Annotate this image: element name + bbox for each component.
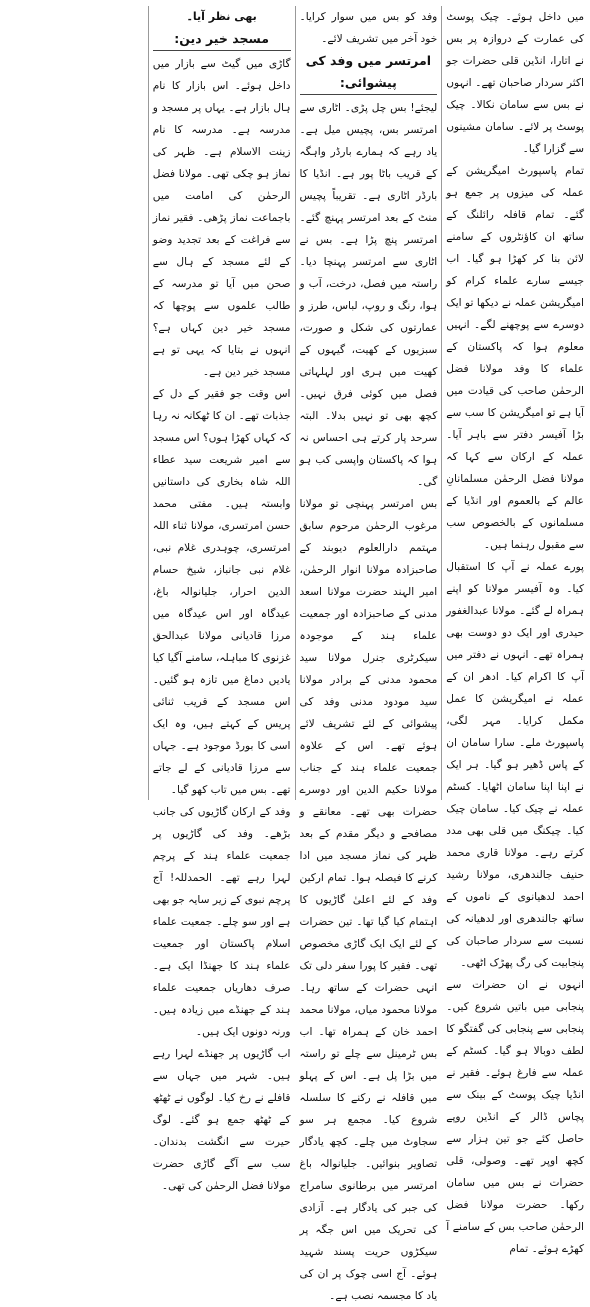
article-column-2 [299,6,443,1302]
article-column-1 [446,6,584,1255]
column-2-paragraph-1: وفد کو بس میں سوار کرایا۔ خود آخر میں تشریف لائے۔ [299,11,438,45]
column-1-paragraph-4: انہوں نے ان حضرات سے پنجابی میں باتیں شروع کیں۔ پنجابی سے پنجابی کی گفتگو کا لطف دوبالا ہو گیا۔ کسٹم کے عملہ سے فارغ ہوئے۔ فقیر نے انڈیا چیک پوسٹ کے بینک سے پچاس ڈالر کے انڈین روپے حاصل کئے جو تین ہزار سے کچھ اوپر تھے۔ وصولی، قلی حضرات نے بس میں سامان رکھا۔ حضرت مولانا فضل الرحمٰن صاحب بس کے سامنے آ کھڑے ہوئے۔ تمام [446,979,584,1255]
column-2-paragraph-2: لیجئے! بس چل پڑی۔ اٹاری سے امرتسر بس، پچیس میل ہے۔ یاد رہے کہ ہمارے بارڈر واہگہ کے قریب باٹا پور ہے۔ انڈیا کا بارڈر اٹاری ہے۔ تقریباً پچیس منٹ کے بعد امرتسر پہنچ گئے۔ امرتسر پنچ پڑا ہے۔ بس نے اٹاری سے امرتسر پہنچا دیا۔ راستہ میں فصل، درخت، آب و ہوا، رنگ و روپ، لباس، طرز و عمارتوں کی شکل و صورت، سبزیوں کے کھیت، گیہوں کے کھیت میں ہری اور لہلہاتی فصل میں کوئی فرق نہیں۔ کچھ بھی تو نہیں بدلا۔ البتہ سرحد پار کرتے ہی احساس نہ ہوا کہ پاکستان واپسی کب ہو گی۔ [299,102,438,488]
column-3-paragraph-1: گاڑی میں گیٹ سے بازار میں داخل ہوئے۔ اس بازار کا نام ہال بازار ہے۔ یہاں پر مسجد و مدرسہ ہے۔ مدرسہ کا نام زینت الاسلام ہے۔ ظہر کی نماز ہو چکی تھی۔ مولانا فضل الرحمٰن کی امامت میں باجماعت نماز پڑھی۔ فقیر نماز سے فراغت کے بعد تجدید وضو کے لئے مسجد کے ہال سے صحن میں آیا تو مدرسہ کے طالب علموں سے پوچھا کہ مسجد خیر دین کہاں ہے؟ انہوں نے بتایا کہ یہی تو ہے مسجد خیر دین ہے۔ [152,58,291,378]
article-column-3 [152,6,296,1192]
section-heading-amritsar: امرتسر میں وفد کی پیشوائی: [300,50,438,95]
column-2-paragraph-3: بس امرتسر پہنچی تو مولانا مرغوب الرحمٰن مرحوم سابق مہتمم دارالعلوم دیوبند کے صاحبزادہ مولانا انوار الرحمٰن، امیر الہند حضرت مولانا اسعد مدنی کے صاحبزادہ اور جمعیت علماء ہند کے موجودہ سیکرٹری جنرل مولانا سید محمود مدنی کے برادر مولانا سید مودود مدنی وفد کی پیشوائی کے لئے تشریف لائے ہوئے تھے۔ اس کے علاوہ جمعیت علماء ہند کے جناب مولانا حکیم الدین اور دوسرے حضرات بھی تھے۔ معانقے و مصافحے و دیگر مقدم کے بعد ظہر کی نماز مسجد میں ادا کرنے کا فیصلہ ہوا۔ تمام ارکین وفد کے لئے اعلیٰ گاڑیوں کا اہتمام کیا گیا تھا۔ تین حضرات کے لئے ایک ایک گاڑی مخصوص تھی۔ فقیر کا پورا سفر دلی تک انہی حضرات کے ساتھ رہا۔ مولانا محمود میاں، مولانا محمد احمد خان کے ہمراہ تھا۔ اب بس ٹرمینل سے چلے تو راستہ میں بڑا پل ہے۔ اس کے پہلو میں قافلہ نے رکنے کا سلسلہ شروع کیا۔ مجمع ہر سو سجاوٹ میں چلے۔ کچھ یادگار تصاویر بنوائیں۔ جلیانوالہ باغ امرتسر میں برطانوی سامراج کی جبر کی یادگار ہے۔ آزادی کی تحریک میں اس جگہ پر سیکڑوں حریت پسند شہید ہوئے۔ آج اسی چوک پر ان کی یاد کا مجسمہ نصب ہے۔ [299,498,438,1302]
column-1-paragraph-1: میں داخل ہوئے۔ چیک پوسٹ کی عمارت کے دروازہ پر بس نے اتارا، انڈین قلی حضرات جو اکثر سردار صاحبان تھے۔ انہوں نے بس سے سامان نکالا۔ چیک پوسٹ پر لائے۔ سامان مشینوں سے گزارا گیا۔ [446,11,584,155]
column-1-paragraph-3: پورے عملہ نے آپ کا استقبال کیا۔ وہ آفیسر مولانا کو اپنے ہمراہ لے گئے۔ مولانا عبدالغفور حیدری اور ایک دو دوست بھی ہمراہ تھے۔ انہوں نے دفتر میں آپ کا اکرام کیا۔ ادھر ان کے عملہ نے امیگریشن کا عمل مکمل کرایا۔ مہر لگی، پاسپورٹ ملے۔ سارا سامان ان کے پاس ڈھیر ہو گیا۔ ہر ایک نے اپنا اپنا سامان اٹھایا۔ کسٹم عملہ نے چیک کیا۔ سامان چیک کیا۔ چیکنگ میں قلی بھی مدد کرتے رہے۔ مولانا قاری محمد حنیف جالندھری، مولانا رشید احمد لدھیانوی کے ناموں کے ساتھ جالندھری اور لدھیانہ کی نسبت سے سردار صاحبان کی پنجابیت کی رگ پھڑک اٹھی۔ [446,561,584,969]
article-column-4 [6,6,149,800]
column-1-paragraph-2: تمام پاسپورٹ امیگریشن کے عملہ کی میزوں پر جمع ہو گئے۔ تمام قافلہ رائلنگ کے ساتھ ان کاؤنٹروں کے سامنے لائن بنا کر کھڑا ہو گیا۔ اب جیسے سارے علماء کرام کو امیگریشن عملہ نے دیکھا تو ایک دوسرے سے پوچھنے لگے۔ انہیں معلوم ہوا کہ پاکستان کے علماء کا وفد مولانا فضل الرحمٰن صاحب کی قیادت میں آیا ہے تو امیگریشن کا سب سے بڑا آفیسر دفتر سے باہر آیا۔ عملہ کے ارکان سے کہا کہ مولانا فضل الرحمٰن مسلمانانِ عالم کے بالعموم اور انڈیا کے مسلمانوں کے بالخصوص سب سے مقبول رہنما ہیں۔ [446,165,584,551]
column-3-paragraph-3: وفد کے ارکان گاڑیوں کی جانب بڑھے۔ وفد کی گاڑیوں پر جمعیت علماء ہند کے پرچم لہرا رہے تھے۔ الحمدللہ! آج پرچم نبوی کے زیر سایہ جو بھی ہے اور سو چلے۔ جمعیت علماء اسلام پاکستان اور جمعیت علماء ہند کا جھنڈا ایک ہے۔ صرف دھاریاں جمعیت علماء ہند کے جھنڈے میں زیادہ ہیں۔ ورنہ دونوں ایک ہیں۔ [152,806,291,1038]
column-3-paragraph-4: اب گاڑیوں پر جھنڈے لہرا رہے ہیں۔ شہر میں جہاں سے قافلے نے رخ کیا۔ لوگوں نے ٹھٹھ کے ٹھٹھ جمع ہو گئے۔ لوگ حیرت سے انگشت بدندان۔ سب سے آگے گاڑی حضرت مولانا فضل الرحمٰن کی تھی۔ [152,1048,291,1192]
column-3-lead-line: بھی نظر آیا۔ [186,10,257,23]
section-heading-masjid-khair-din: مسجد خیر دین: [153,28,291,51]
column-3-paragraph-2: اس وقت جو فقیر کے دل کے جذبات تھے۔ ان کا ٹھکانہ نہ رہا کہ کہاں کھڑا ہوں؟ اس مسجد سے امیر شریعت سید عطاء اللہ شاہ بخاری کی داستانیں وابستہ ہیں۔ مفتی محمد حسن امرتسری، مولانا ثناء اللہ امرتسری، چوہدری غلام نبی، غلام نبی جانباز، شیخ حسام الدین احرار، جلیانوالہ باغ، عیدگاہ اور اس عیدگاہ میں مرزا قادیانی مولانا عبدالحق غزنوی کا مباہلہ، سامنے آگیا کیا یادیں دماغ میں تازہ ہو گئیں۔ اس مسجد کے قریب ثنائی پریس کے کہتے ہیں، وہ ایک اسی کا بورڈ موجود ہے۔ جہاں سے مرزا قادیانی کے لے جاتے تھے۔ بس میں تاب کھو گیا۔ [152,388,291,796]
